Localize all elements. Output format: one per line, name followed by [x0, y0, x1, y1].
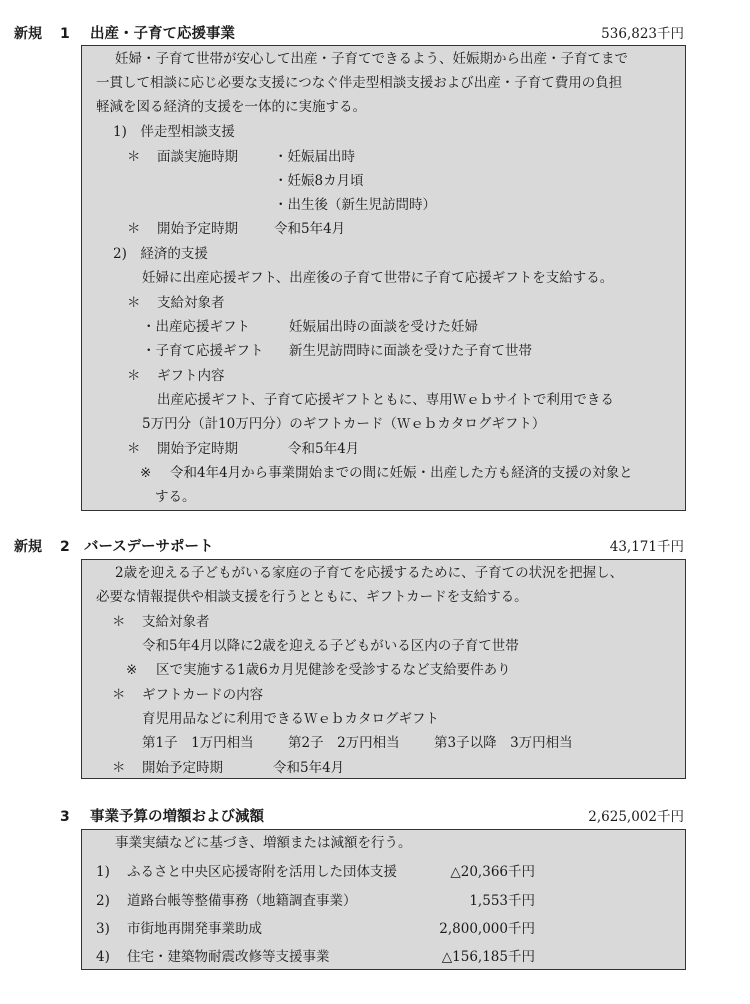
section-3-header	[14, 807, 684, 827]
subsection-heading: 1) 伴走型相談支援	[113, 124, 235, 140]
item-value: ・妊娠8カ月頃	[274, 173, 364, 189]
intro-line: 事業実績などに基づき、増額または減額を行う。	[115, 835, 412, 851]
section-1-box	[81, 45, 686, 511]
target-value: 令和5年4月以降に2歳を迎える子どもがいる区内の子育て世帯	[142, 638, 519, 654]
note-line: する。	[155, 489, 196, 505]
item-no: 1)	[96, 864, 110, 880]
gift-tier: 第3子以降 3万円相当	[434, 735, 573, 751]
item-label: 開始予定時期	[157, 221, 238, 237]
item-amount: 2,800,000千円	[439, 921, 535, 937]
section-3-box	[81, 829, 686, 970]
subsection-desc: 妊婦に出産応援ギフト、出産後の子育て世帯に子育て応援ギフトを支給する。	[142, 270, 614, 286]
item-value: ・出生後（新生児訪問時）	[274, 197, 436, 213]
section-1-header	[14, 24, 684, 44]
note-line: 令和4年4月から事業開始までの間に妊娠・出産した方も経済的支援の対象と	[170, 465, 633, 481]
subsection-heading: 2) 経済的支援	[113, 246, 208, 262]
item-value: ・妊娠届出時	[274, 149, 355, 165]
asterisk-mark: ＊	[127, 149, 141, 165]
intro-line: 一貫して相談に応じ必要な支援につなぐ伴走型相談支援および出産・子育て費用の負担	[96, 75, 623, 91]
section-title: 出産・子育て応援事業	[90, 26, 235, 42]
item-value: 令和5年4月	[288, 441, 360, 457]
gift-tier: 第2子 2万円相当	[288, 735, 400, 751]
section-budget: 2,625,002千円	[588, 809, 684, 825]
section-title: 事業予算の増額および減額	[90, 809, 264, 825]
item-no: 4)	[96, 949, 110, 965]
note-line: 区で実施する1歳6カ月児健診を受診するなど支給要件あり	[156, 662, 511, 678]
note-mark: ※	[126, 662, 138, 678]
section-budget: 43,171千円	[609, 539, 684, 555]
asterisk-mark: ＊	[127, 368, 141, 384]
note-mark: ※	[140, 465, 152, 481]
item-label: ふるさと中央区応援寄附を活用した団体支援	[127, 864, 397, 880]
item-value: 令和5年4月	[273, 760, 345, 776]
gift-line: 出産応援ギフト、子育て応援ギフトともに、専用Ｗｅｂサイトで利用できる	[157, 392, 614, 408]
item-label: 住宅・建築物耐震改修等支援事業	[127, 949, 330, 965]
target-value: 妊娠届出時の面談を受けた妊婦	[289, 319, 478, 335]
item-label: ギフトカードの内容	[142, 687, 264, 703]
section-2-header	[14, 537, 684, 557]
asterisk-mark: ＊	[112, 760, 126, 776]
section-number: 1	[60, 26, 70, 42]
item-no: 3)	[96, 921, 110, 937]
section-number: 3	[60, 809, 70, 825]
item-label: 道路台帳等整備事務（地籍調査事業）	[127, 893, 357, 909]
asterisk-mark: ＊	[112, 687, 126, 703]
item-label: ギフト内容	[157, 368, 225, 384]
asterisk-mark: ＊	[127, 221, 141, 237]
gift-tier: 第1子 1万円相当	[142, 735, 254, 751]
asterisk-mark: ＊	[127, 295, 141, 311]
gift-desc: 育児用品などに利用できるＷｅｂカタログギフト	[142, 711, 439, 727]
target-label: ・子育て応援ギフト	[142, 343, 264, 359]
intro-line: 必要な情報提供や相談支援を行うとともに、ギフトカードを支給する。	[96, 589, 528, 605]
asterisk-mark: ＊	[127, 441, 141, 457]
item-label: 支給対象者	[157, 295, 225, 311]
item-label: 開始予定時期	[157, 441, 238, 457]
section-number: 2	[60, 539, 70, 555]
intro-line: 軽減を図る経済的支援を一体的に実施する。	[96, 99, 366, 115]
item-value: 令和5年4月	[274, 221, 346, 237]
item-label: 支給対象者	[142, 614, 210, 630]
intro-line: 妊婦・子育て世帯が安心して出産・子育てできるよう、妊娠期から出産・子育てまで	[115, 51, 628, 67]
new-tag: 新規	[14, 539, 42, 555]
gift-line: 5万円分（計10万円分）のギフトカード（Ｗｅｂカタログギフト）	[142, 416, 546, 432]
target-label: ・出産応援ギフト	[142, 319, 250, 335]
item-label: 面談実施時期	[157, 149, 238, 165]
target-value: 新生児訪問時に面談を受けた子育て世帯	[289, 343, 532, 359]
section-title: バースデーサポート	[84, 539, 214, 555]
asterisk-mark: ＊	[112, 614, 126, 630]
item-no: 2)	[96, 893, 110, 909]
new-tag: 新規	[14, 26, 42, 42]
item-label: 市街地再開発事業助成	[127, 921, 262, 937]
item-amount: △156,185千円	[441, 949, 535, 965]
item-label: 開始予定時期	[142, 760, 223, 776]
intro-line: 2歳を迎える子どもがいる家庭の子育てを応援するために、子育ての状況を把握し、	[115, 565, 624, 581]
item-amount: 1,553千円	[469, 893, 535, 909]
item-amount: △20,366千円	[450, 864, 535, 880]
section-budget: 536,823千円	[601, 26, 684, 42]
section-2-box	[81, 559, 686, 779]
